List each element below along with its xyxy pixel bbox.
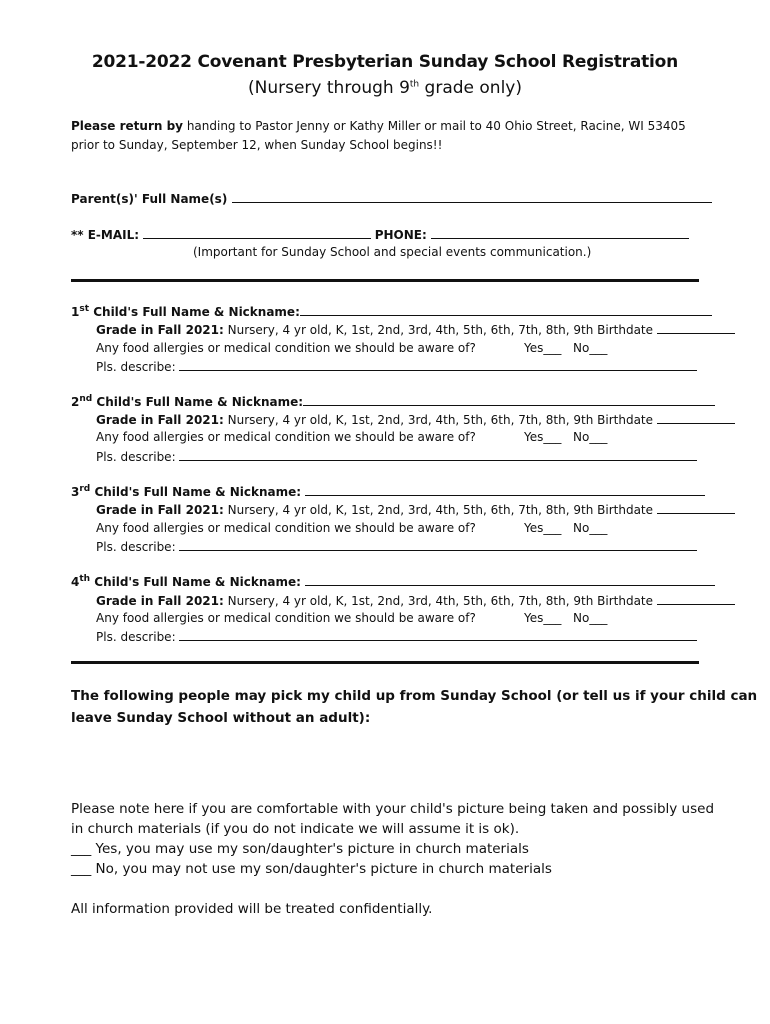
grade-row: [96, 322, 735, 337]
birthdate-field[interactable]: [657, 322, 735, 334]
ordinal-num: 3: [71, 485, 80, 499]
ordinal-sup: th: [79, 574, 91, 584]
phone-label: PHONE:: [374, 228, 427, 242]
birthdate-label: Birthdate: [597, 413, 654, 427]
subtitle-pre: (Nursery through 9: [248, 78, 410, 98]
pickup-line-2: leave Sunday School without an adult):: [71, 710, 371, 726]
subtitle-sup: th: [409, 79, 420, 90]
child-name-label: Child's Full Name & Nickname:: [93, 305, 300, 319]
describe-row: [96, 359, 697, 374]
grade-options: Nursery, 4 yr old, K, 1st, 2nd, 3rd, 4th, 5th, 6th, 7th, 8th, 9th: [227, 323, 594, 337]
child-name-label: Child's Full Name & Nickname:: [94, 575, 301, 589]
ordinal-sup: nd: [79, 394, 93, 404]
ordinal-num: 1: [71, 305, 80, 319]
grade-row: [96, 593, 735, 608]
birthdate-label: Birthdate: [597, 323, 654, 337]
describe-field[interactable]: [179, 359, 697, 371]
child-name-row: [71, 574, 715, 589]
grade-options: Nursery, 4 yr old, K, 1st, 2nd, 3rd, 4th, 5th, 6th, 7th, 8th, 9th: [227, 594, 594, 608]
birthdate-label: Birthdate: [597, 594, 654, 608]
describe-row: [96, 449, 697, 464]
grade-row: [96, 412, 735, 427]
birthdate-field[interactable]: [657, 412, 735, 424]
confidential-note: All information provided will be treated confidentially.: [71, 901, 433, 917]
child-name-row: [71, 394, 715, 409]
allergy-yes[interactable]: Yes___: [524, 430, 562, 444]
ordinal-num: 2: [71, 395, 80, 409]
child-name-label: Child's Full Name & Nickname:: [96, 395, 304, 409]
birthdate-label: Birthdate: [597, 503, 654, 517]
child-name-field[interactable]: [305, 484, 705, 496]
describe-field[interactable]: [179, 449, 697, 461]
allergy-no[interactable]: No___: [573, 341, 608, 355]
contact-row: [71, 227, 689, 242]
photo-no-option[interactable]: ___ No, you may not use my son/daughter's picture in church materials: [71, 861, 552, 877]
grade-label: Grade in Fall 2021:: [96, 413, 224, 427]
describe-field[interactable]: [179, 539, 697, 551]
photo-line-2: in church materials (if you do not indicate we will assume it is ok).: [71, 821, 520, 837]
parent-name-row: [71, 191, 712, 206]
photo-yes-option[interactable]: ___ Yes, you may use my son/daughter's picture in church materials: [71, 841, 529, 857]
subtitle-post: grade only): [419, 78, 522, 98]
describe-label: Pls. describe:: [96, 540, 176, 554]
allergy-no[interactable]: No___: [573, 430, 608, 444]
allergy-question: Any food allergies or medical condition we should be aware of?: [96, 611, 476, 625]
describe-label: Pls. describe:: [96, 450, 176, 464]
describe-label: Pls. describe:: [96, 630, 176, 644]
allergy-question: Any food allergies or medical condition we should be aware of?: [96, 430, 476, 444]
allergy-yes[interactable]: Yes___: [524, 341, 562, 355]
email-field[interactable]: [143, 227, 371, 239]
ordinal-sup: st: [79, 304, 90, 314]
grade-options: Nursery, 4 yr old, K, 1st, 2nd, 3rd, 4th, 5th, 6th, 7th, 8th, 9th: [227, 413, 594, 427]
divider-top: [71, 279, 699, 282]
phone-field[interactable]: [431, 227, 689, 239]
photo-line-1: Please note here if you are comfortable with your child's picture being taken and possibly used: [71, 801, 715, 817]
contact-note: (Important for Sunday School and special events communication.): [193, 245, 592, 259]
allergy-question: Any food allergies or medical condition we should be aware of?: [96, 341, 476, 355]
parent-name-label: Parent(s)' Full Name(s): [71, 192, 232, 206]
ordinal-sup: rd: [79, 484, 91, 494]
ordinal-num: 4: [71, 575, 80, 589]
describe-row: [96, 629, 697, 644]
birthdate-field[interactable]: [657, 593, 735, 605]
intro-line-1: [71, 119, 686, 133]
allergy-yes[interactable]: Yes___: [524, 611, 562, 625]
grade-label: Grade in Fall 2021:: [96, 594, 224, 608]
grade-row: [96, 502, 735, 517]
intro-text: handing to Pastor Jenny or Kathy Miller or mail to 40 Ohio Street, Racine, WI 53405: [183, 119, 686, 133]
page-subtitle: [0, 78, 770, 98]
child-name-field[interactable]: [300, 304, 712, 316]
allergy-question: Any food allergies or medical condition we should be aware of?: [96, 521, 476, 535]
describe-row: [96, 539, 697, 554]
allergy-yes[interactable]: Yes___: [524, 521, 562, 535]
describe-field[interactable]: [179, 629, 697, 641]
intro-bold: Please return by: [71, 119, 183, 133]
grade-label: Grade in Fall 2021:: [96, 323, 224, 337]
pickup-line-1: The following people may pick my child up from Sunday School (or tell us if your child can: [71, 688, 758, 704]
child-name-field[interactable]: [303, 394, 715, 406]
grade-label: Grade in Fall 2021:: [96, 503, 224, 517]
email-label: ** E-MAIL:: [71, 228, 140, 242]
grade-options: Nursery, 4 yr old, K, 1st, 2nd, 3rd, 4th, 5th, 6th, 7th, 8th, 9th: [227, 503, 594, 517]
parent-name-field[interactable]: [232, 191, 712, 203]
allergy-no[interactable]: No___: [573, 521, 608, 535]
describe-label: Pls. describe:: [96, 360, 176, 374]
intro-line-2: prior to Sunday, September 12, when Sunday School begins!!: [71, 138, 443, 152]
child-name-row: [71, 484, 705, 499]
divider-bottom: [71, 661, 699, 664]
birthdate-field[interactable]: [657, 502, 735, 514]
child-name-row: [71, 304, 712, 319]
allergy-no[interactable]: No___: [573, 611, 608, 625]
page-title: 2021-2022 Covenant Presbyterian Sunday School Registration: [91, 52, 679, 72]
child-name-label: Child's Full Name & Nickname:: [94, 485, 302, 499]
child-name-field[interactable]: [305, 574, 715, 586]
